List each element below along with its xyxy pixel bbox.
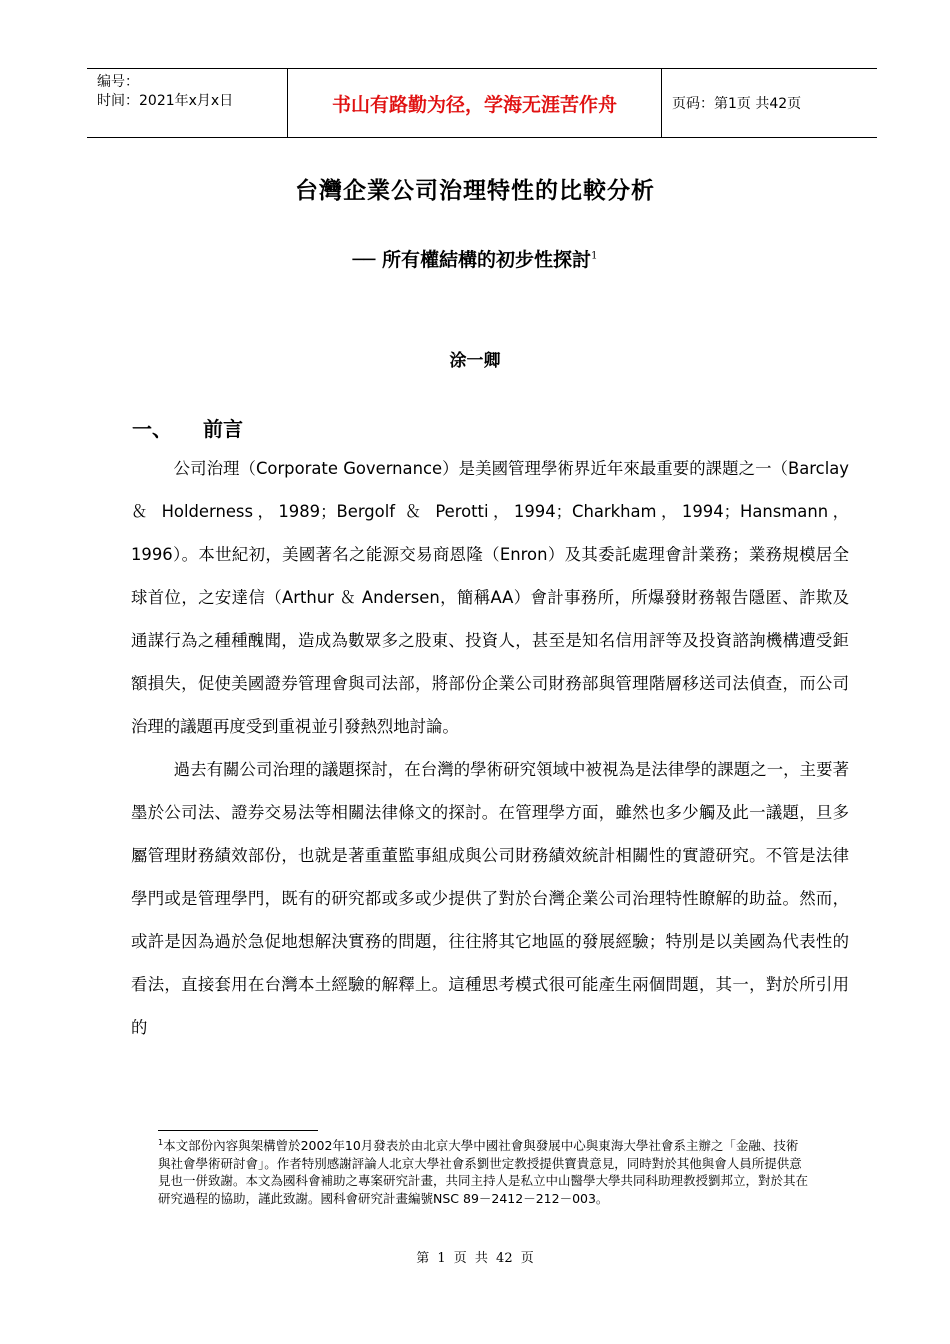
footnote bbox=[158, 1134, 808, 1207]
footnote-mark: 1 bbox=[158, 1138, 164, 1147]
time-label: 时间：2021年x月x日 bbox=[97, 93, 234, 109]
section-number: 一、 bbox=[132, 417, 172, 441]
footnote-text: 本文部份內容與架構曾於2002年10月發表於由北京大學中國社會與發展中心與東海大學社會系主辦之「金融、技術與社會學術研討會」。作者特別感謝評論人北京大學社會系劉世定教授提供寶貴意見，同時對於其他與會人員所提供意見也一併致謝。本文為國科會補助之專案研究計畫，共同主持人是私立中山醫學大學共同科助理教授劉邦立，對於其在研究過程的協助，謹此致謝。國科會研究計畫編號NSC 89－2412－212－003。 bbox=[158, 1138, 809, 1206]
document-header bbox=[87, 68, 877, 138]
header-motto: 书山有路勤为径，学海无涯苦作舟 bbox=[287, 69, 662, 137]
header-meta bbox=[87, 69, 287, 137]
paragraph: 過去有關公司治理的議題探討，在台灣的學術研究領域中被視為是法律學的課題之一，主要著墨於公司法、證券交易法等相關法律條文的探討。在管理學方面，雖然也多少觸及此一議題，旦多屬管理財務績效部份，也就是著重董監事組成與公司財務績效統計相關性的實證研究。不管是法律學門或是管理學門，既有的研究都或多或少提供了對於台灣企業公司治理特性瞭解的助益。然而，或許是因為過於急促地想解決實務的問題，往往將其它地區的發展經驗；特別是以美國為代表性的看法，直接套用在台灣本土經驗的解釋上。這種思考模式很可能產生兩個問題，其一，對於所引用的 bbox=[131, 760, 849, 1037]
footnote-ref: 1 bbox=[591, 250, 598, 262]
document-subtitle bbox=[0, 245, 950, 272]
number-label: 编号： bbox=[97, 74, 139, 90]
page-footer: 第 1 页 共 42 页 bbox=[416, 1251, 534, 1266]
subtitle-text: ── 所有權結構的初步性探討 bbox=[352, 249, 592, 271]
document-title: 台灣企業公司治理特性的比較分析 bbox=[295, 177, 655, 204]
footnote-divider bbox=[158, 1130, 318, 1131]
paragraph: 公司治理（Corporate Governance）是美國管理學術界近年來最重要的課題之一（Barclay ＆ Holderness，1989；Bergolf ＆ Perotti，1994；Charkham，1994；Hansmann，1996）。本世紀初，美國著名之能源交易商恩隆（Enron）及其委託處理會計業務；業務規模居全球首位，之安達信（Arthur ＆ Andersen，簡稱AA）會計事務所，所爆發財務報告隱匿、詐欺及通謀行為之種種醜聞，造成為數眾多之股東、投資人，甚至是知名信用評等及投資諮詢機構遭受鉅額損失，促使美國證券管理會與司法部，將部份企業公司財務部與管理階層移送司法偵查，而公司治理的議題再度受到重視並引發熱烈地討論。 bbox=[131, 459, 849, 736]
header-page-label: 页码：第1页 共42页 bbox=[672, 96, 802, 112]
section-title: 前言 bbox=[203, 417, 243, 441]
author: 涂一卿 bbox=[449, 351, 501, 371]
body-text bbox=[131, 447, 849, 1049]
